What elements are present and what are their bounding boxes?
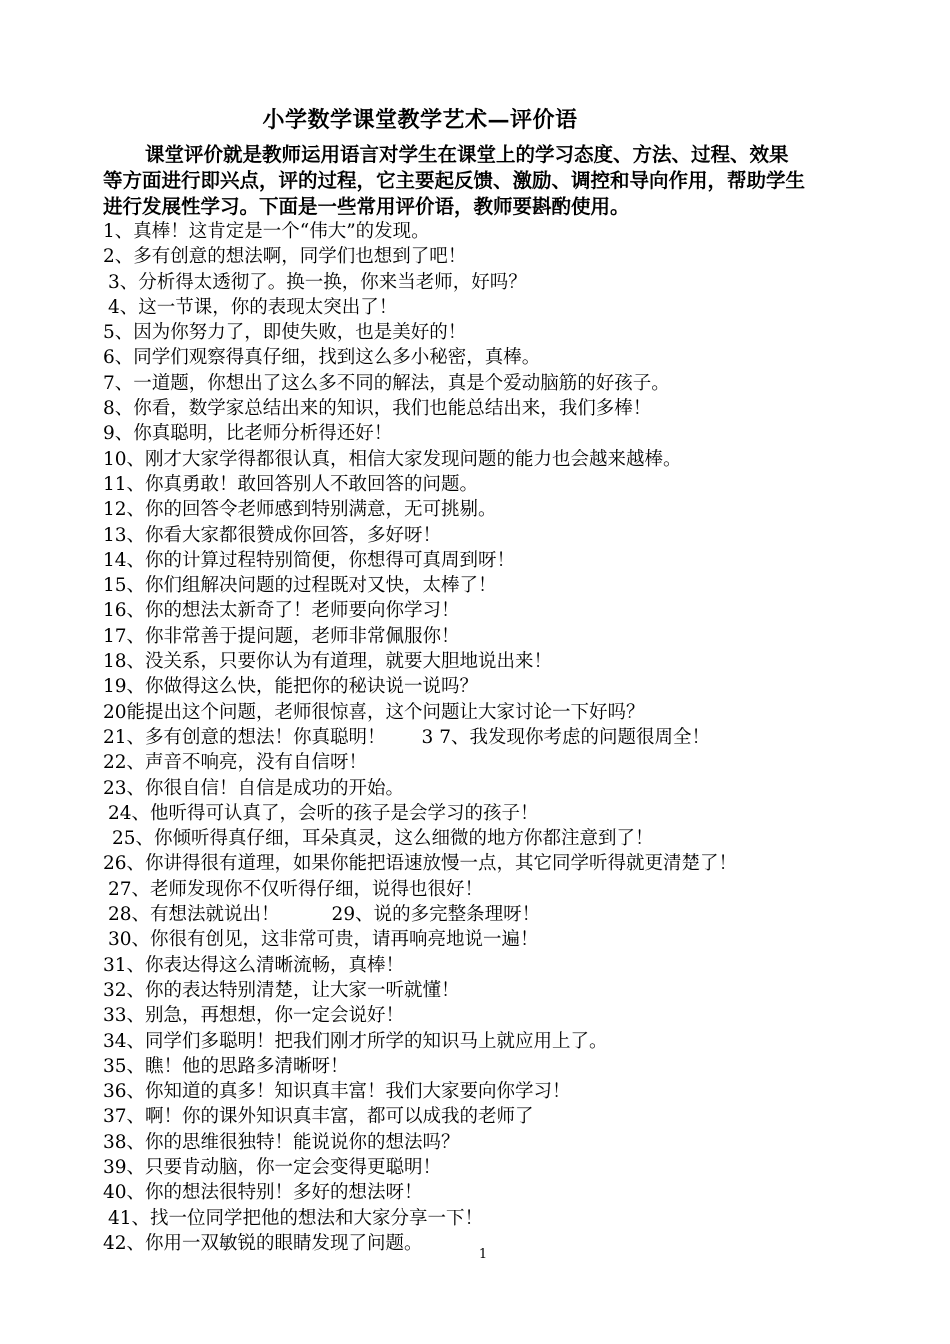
list-item: 11、你真勇敢！敢回答别人不敢回答的问题。	[103, 473, 479, 495]
list-item: 41、找一位同学把他的想法和大家分享一下！	[108, 1207, 484, 1229]
list-item: 3、分析得太透彻了。换一换，你来当老师，好吗？	[108, 271, 527, 293]
list-item: 8、你看，数学家总结出来的知识，我们也能总结出来，我们多棒！	[103, 398, 652, 420]
list-item: 33、别急，再想想，你一定会说好！	[103, 1005, 405, 1027]
list-item: 14、你的计算过程特别简便，你想得可真周到呀！	[103, 549, 516, 571]
list-item: 28、有想法就说出！ 29、说的多完整条理呀！	[103, 902, 883, 927]
list-item: 7、一道题，你想出了这么多不同的解法，真是个爱动脑筋的好孩子。	[103, 372, 670, 394]
list-item: 20能提出这个问题，老师很惊喜，这个问题让大家讨论一下好吗？	[103, 701, 645, 723]
list-item: 32、你的表达特别清楚，让大家一听就懂！	[103, 979, 460, 1001]
list-item: 36、你知道的真多！知识真丰富！我们大家要向你学习！	[103, 1081, 571, 1103]
list-item: 38、你的思维很独特！能说说你的想法吗？	[103, 1131, 460, 1153]
intro-line: 课堂评价就是教师运用语言对学生在课堂上的学习态度、方法、过程、效果	[145, 143, 789, 166]
document-title: 小学数学课堂教学艺术—评价语	[262, 107, 578, 133]
list-item: 1、真棒！这肯定是一个“伟大”的发现。	[103, 221, 430, 242]
list-item-inline: 3 7、我发现你考虑的问题很周全！	[421, 726, 710, 748]
intro-line: 等方面进行即兴点，评的过程，它主要起反馈、激励、调控和导向作用，帮助学生	[103, 169, 806, 192]
list-item: 27、老师发现你不仅听得仔细，说得也很好！	[108, 878, 484, 900]
list-item: 37、啊！你的课外知识真丰富，都可以成我的老师了	[103, 1106, 534, 1128]
list-item: 18、没关系，只要你认为有道理，就要大胆地说出来！	[103, 651, 553, 673]
list-item: 35、瞧！他的思路多清晰呀！	[103, 1055, 349, 1077]
list-item: 26、你讲得很有道理，如果你能把语速放慢一点，其它同学听得就更清楚了！	[103, 853, 738, 875]
list-item: 9、你真聪明，比老师分析得还好！	[103, 423, 393, 445]
list-item: 6、同学们观察得真仔细，找到这么多小秘密，真棒。	[103, 347, 541, 369]
list-item: 23、你很自信！自信是成功的开始。	[103, 777, 405, 799]
list-item: 25、你倾听得真仔细，耳朵真灵，这么细微的地方你都注意到了！	[112, 828, 654, 850]
evaluation-phrase-list	[103, 219, 883, 1256]
list-item: 15、你们组解决问题的过程既对又快，太棒了！	[103, 575, 497, 597]
list-item: 34、同学们多聪明！把我们刚才所学的知识马上就应用上了。	[103, 1030, 608, 1052]
list-item: 24、他听得可认真了，会听的孩子是会学习的孩子！	[108, 802, 539, 824]
list-item: 30、你很有创见，这非常可贵，请再响亮地说一遍！	[108, 929, 539, 951]
list-item: 17、你非常善于提问题，老师非常佩服你！	[103, 625, 460, 647]
list-item: 22、声音不响亮，没有自信呀！	[103, 752, 368, 774]
list-item: 40、你的想法很特别！多好的想法呀！	[103, 1182, 423, 1204]
list-item: 42、你用一双敏锐的眼睛发现了问题。	[103, 1232, 423, 1254]
list-item: 4、这一节课，你的表现太突出了！	[108, 296, 398, 318]
list-item: 12、你的回答令老师感到特别满意，无可挑剔。	[103, 499, 497, 521]
list-item: 39、只要肯动脑，你一定会变得更聪明！	[103, 1156, 442, 1178]
list-item: 2、多有创意的想法啊，同学们也想到了吧！	[103, 246, 467, 268]
list-item: 31、你表达得这么清晰流畅，真棒！	[103, 954, 405, 976]
page-number: 1	[478, 1247, 488, 1262]
list-item: 19、你做得这么快，能把你的秘诀说一说吗？	[103, 676, 479, 698]
list-item: 13、你看大家都很赞成你回答，多好呀！	[103, 524, 442, 546]
list-item: 10、刚才大家学得都很认真，相信大家发现问题的能力也会越来越棒。	[103, 448, 682, 470]
list-item-inline: 29、说的多完整条理呀！	[331, 904, 541, 926]
list-item: 16、你的想法太新奇了！老师要向你学习！	[103, 600, 460, 622]
list-item: 5、因为你努力了，即使失败，也是美好的！	[103, 322, 467, 344]
intro-line: 进行发展性学习。下面是一些常用评价语，教师要斟酌使用。	[103, 195, 630, 218]
list-item: 21、多有创意的想法！你真聪明！ 3 7、我发现你考虑的问题很周全！	[103, 725, 883, 750]
intro-paragraph	[103, 142, 863, 220]
